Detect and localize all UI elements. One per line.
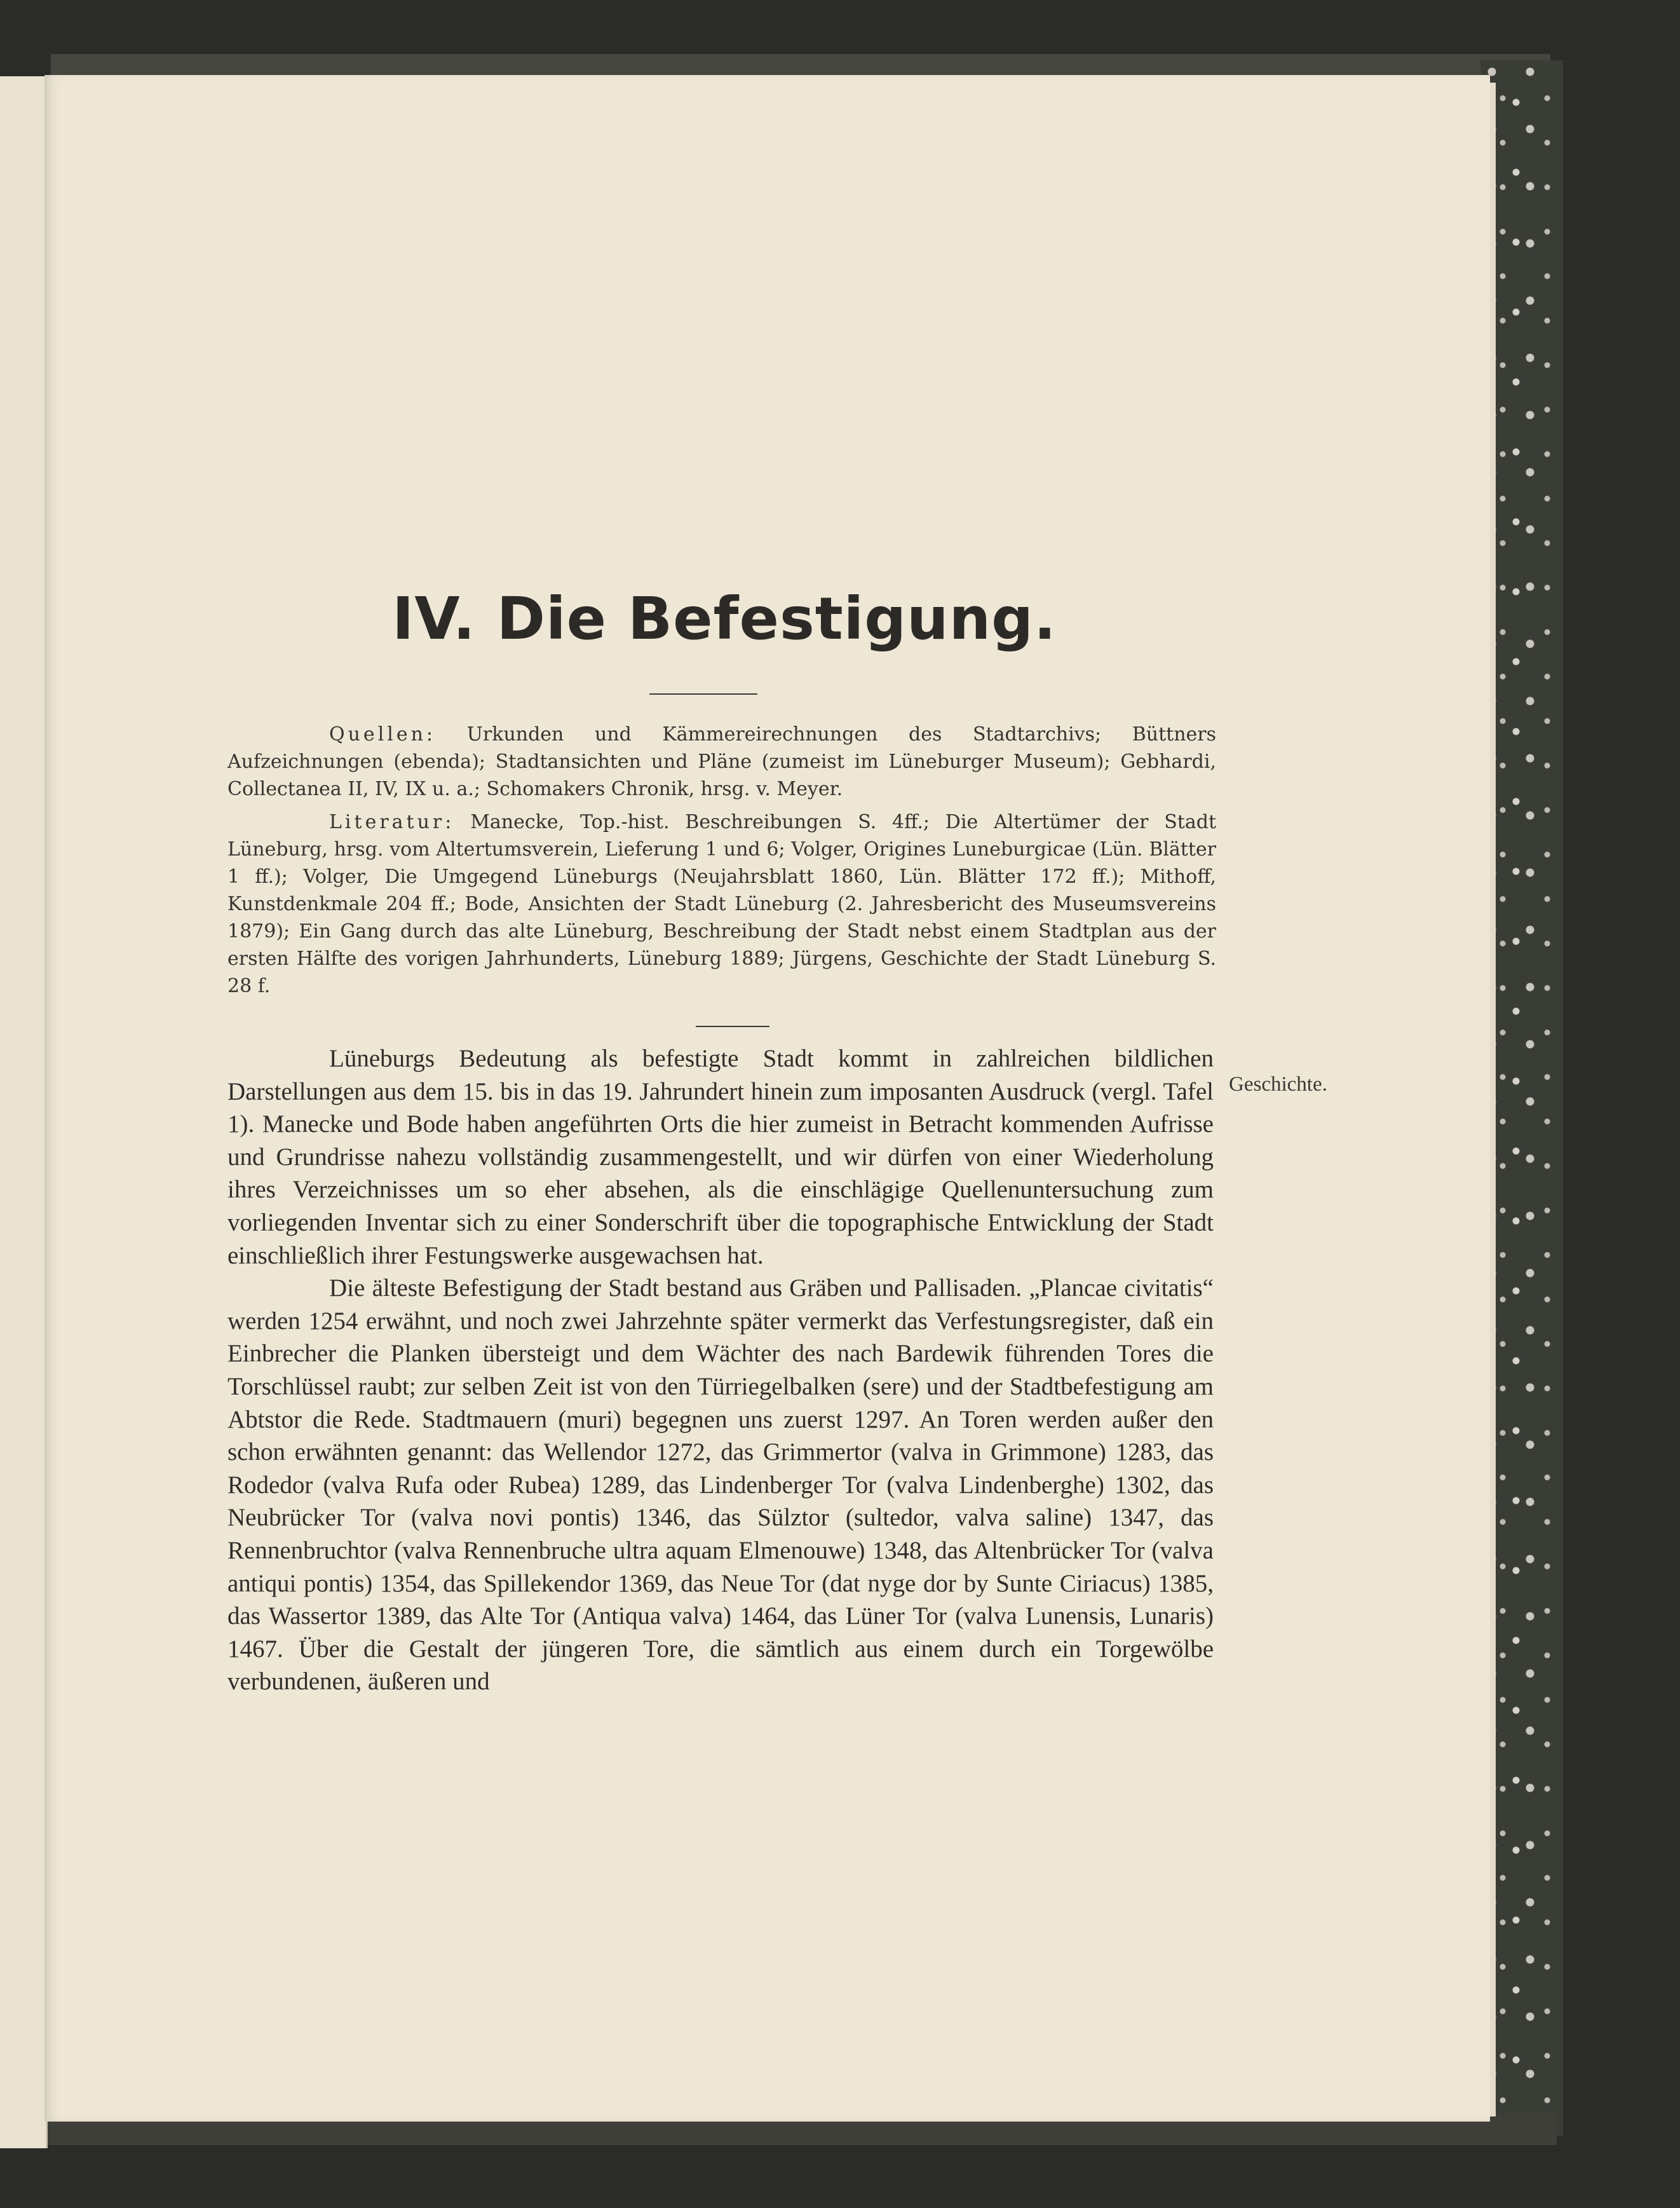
- body-paragraph: Lüneburgs Bedeutung als befestigte Stadt kommt in zahlreichen bildlichen Darstellungen aus dem 15. bis in das 19. Jahrundert hinein zum imposanten Ausdruck (vergl. Tafel 1). Manecke und Bode haben angeführten Orts die hier zumeist in Betracht kommenden Aufrisse und Grundrisse nahezu vollständig zusammengestellt, und wir dürfen von einer Wiederholung ihres Verzeichnisses um so eher absehen, als die einschlägige Quellenuntersuchung zum vorliegenden Inventar sich zu einer Sonderschrift über die topographische Entwicklung der Stadt einschließlich ihrer Festungswerke ausgewachsen hat.: [227, 1045, 1214, 1269]
- body-paragraph: Die älteste Befestigung der Stadt bestand aus Gräben und Pallisaden. „Plancae civitatis“ werden 1254 erwähnt, und noch zwei Jahrzehnte später vermerkt das Verfestungsregister, daß ein Einbrecher die Planken übersteigt und dem Wächter des nach Bardewik führenden Tores die Torschlüssel raubt; zur selben Zeit ist von den Türriegelbalken (sere) und der Stadtbefestigung am Abtstor die Rede. Stadtmauern (muri) begegnen uns zuerst 1297. An Toren werden außer den schon erwähnten genannt: das Wellendor 1272, das Grimmertor (valva in Grimmone) 1283, das Rodedor (valva Rufa oder Rubea) 1289, das Lindenberger Tor (valva Lindenberghe) 1302, das Neubrücker Tor (valva novi pontis) 1346, das Sülztor (sultedor, valva saline) 1347, das Rennenbruchtor (valva Rennenbruche ultra aquam Elmenouwe) 1348, das Altenbrücker Tor (valva antiqui pontis) 1354, das Spillekendor 1369, das Neue Tor (dat nyge dor by Sunte Ciriacus) 1385, das Wassertor 1389, das Alte Tor (Antiqua valva) 1464, das Lüner Tor (valva Lunensis, Lunaris) 1467. Über die Gestalt der jüngeren Tore, die sämtlich aus einem durch ein Torgewölbe verbundenen, äußeren und: [227, 1274, 1214, 1696]
- section-divider: [696, 1026, 769, 1027]
- margin-note: Geschichte.: [1229, 1073, 1327, 1096]
- literatur-label: Literatur:: [329, 811, 455, 833]
- sources-block: [227, 721, 1216, 1005]
- literatur-paragraph: [227, 808, 1216, 1000]
- quellen-paragraph: [227, 721, 1216, 803]
- literatur-text: Manecke, Top.-hist. Beschreibungen S. 4ff.; Die Altertümer der Stadt Lüneburg, hrsg. vom Altertumsverein, Lieferung 1 und 6; Volger, Origines Luneburgicae (Lün. Blätter 1 ff.); Volger, Die Umgegend Lüneburgs (Neujahrsblatt 1860, Lün. Blätter 172 ff.); Mithoff, Kunstdenkmale 204 ff.; Bode, Ansichten der Stadt Lüneburg (2. Jahresbericht des Museumsvereins 1879); Ein Gang durch das alte Lüneburg, Beschreibung der Stadt nebst einem Stadtplan aus der ersten Hälfte des vorigen Jahrhunderts, Lüneburg 1889; Jürgens, Geschichte der Stadt Lüneburg S. 28 f.: [227, 811, 1216, 997]
- chapter-title: IV. Die Befestigung.: [392, 585, 1057, 653]
- body-text: [227, 1042, 1214, 1698]
- quellen-text: Urkunden und Kämmereirechnungen des Stadtarchivs; Büttners Aufzeichnungen (ebenda); Stadtansichten und Pläne (zumeist im Lüneburger Museum); Gebhardi, Collectanea II, IV, IX u. a.; Schomakers Chronik, hrsg. v. Meyer.: [227, 723, 1217, 800]
- left-page-edge: [0, 76, 48, 2148]
- title-divider: [649, 693, 757, 695]
- quellen-label: Quellen:: [329, 723, 437, 746]
